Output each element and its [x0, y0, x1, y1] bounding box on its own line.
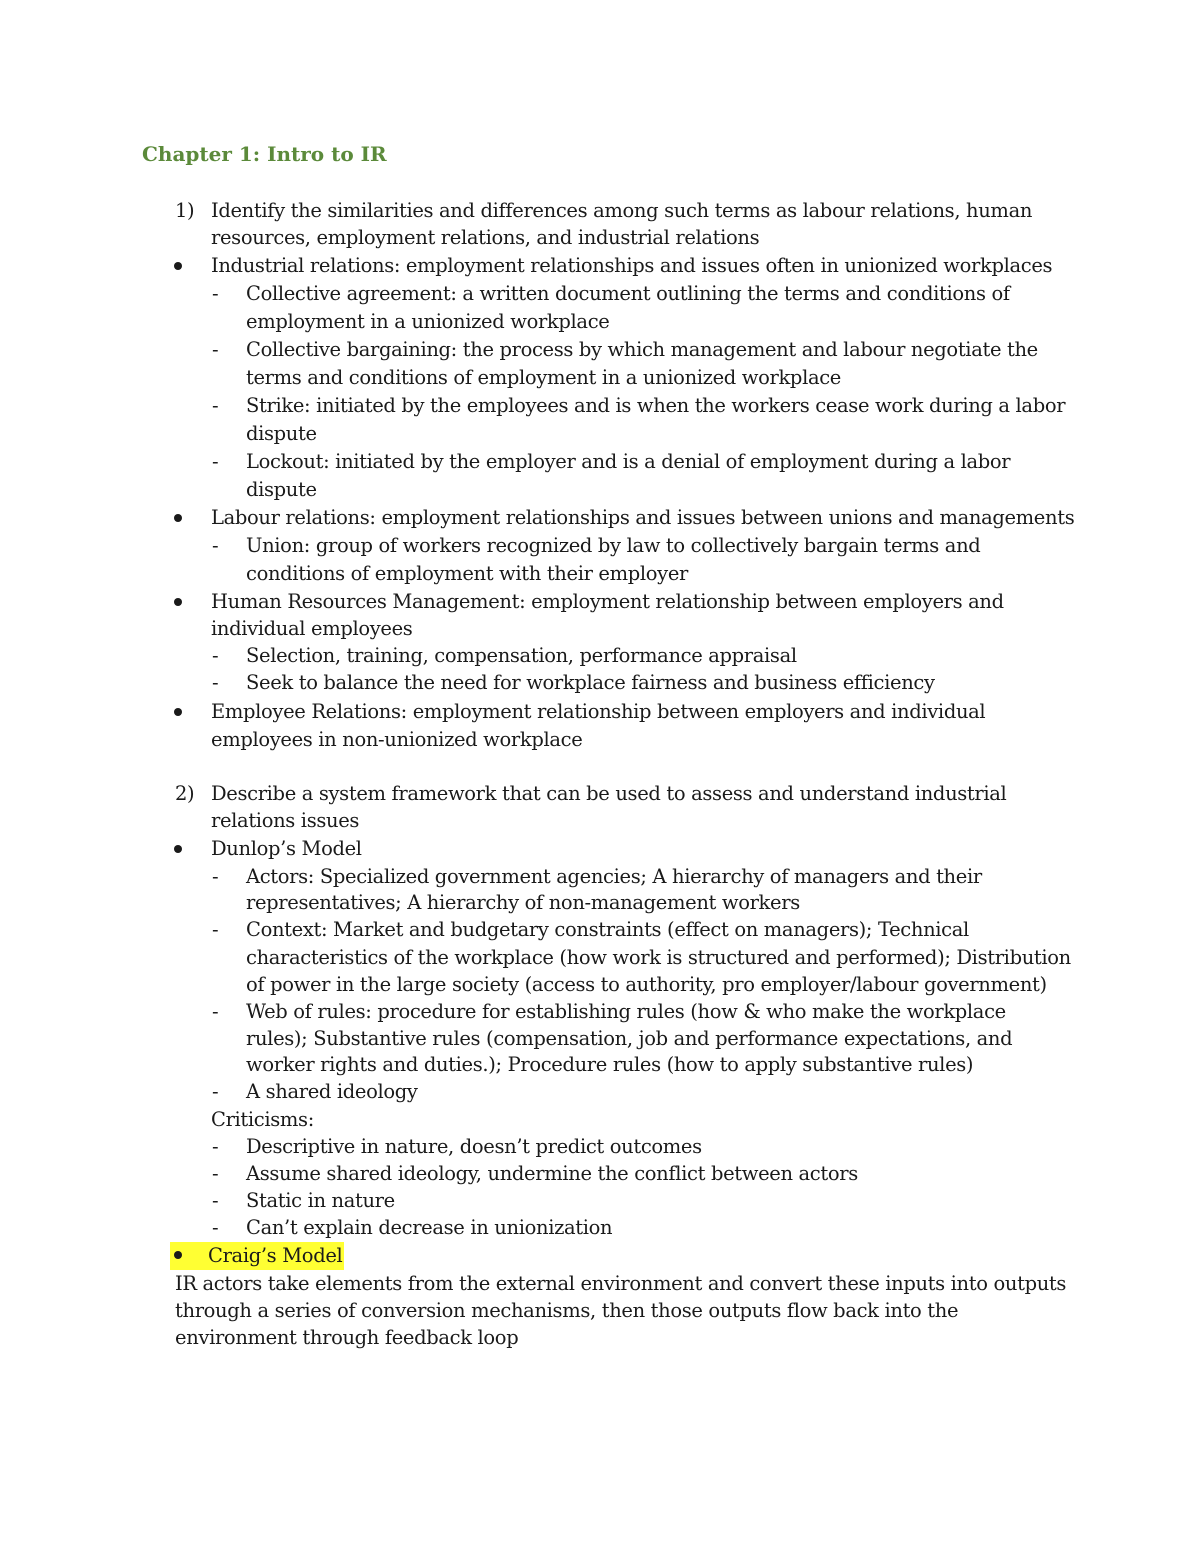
dash-marker: - — [212, 1216, 219, 1239]
question-2-line-1: Describe a system framework that can be used to assess and understand industrial — [211, 782, 1007, 805]
dash-marker: - — [212, 1080, 219, 1103]
collective-agreement-line-2: employment in a unionized workplace — [246, 310, 610, 333]
hrm-detail-1: Selection, training, compensation, performance appraisal — [246, 644, 797, 667]
question-1-line-1: Identify the similarities and differences among such terms as labour relations, human — [211, 199, 1033, 222]
bullet-icon — [174, 262, 182, 270]
bullet-icon — [174, 514, 182, 522]
dash-marker: - — [212, 338, 219, 361]
web-of-rules-line-3: worker rights and duties.); Procedure rules (how to apply substantive rules) — [246, 1053, 974, 1076]
lockout-line-2: dispute — [246, 478, 317, 501]
labour-relations-item: Labour relations: employment relationships and issues between unions and managements — [211, 506, 1075, 529]
web-of-rules-line-1: Web of rules: procedure for establishing rules (how & who make the workplace — [246, 1000, 1006, 1023]
criticism-4: Can’t explain decrease in unionization — [246, 1216, 613, 1239]
employee-relations-line-1: Employee Relations: employment relationship between employers and individual — [211, 700, 986, 723]
question-1-line-2: resources, employment relations, and industrial relations — [211, 226, 760, 249]
dash-marker: - — [212, 1162, 219, 1185]
highlighted-text — [170, 1242, 344, 1270]
employee-relations-line-2: employees in non-unionized workplace — [211, 728, 583, 751]
collective-bargaining-line-1: Collective bargaining: the process by which management and labour negotiate the — [246, 338, 1038, 361]
craig-paragraph-line-2: through a series of conversion mechanisms, then those outputs flow back into the — [175, 1299, 959, 1322]
dash-marker: - — [212, 918, 219, 941]
dash-marker: - — [212, 282, 219, 305]
hrm-detail-2: Seek to balance the need for workplace fairness and business efficiency — [246, 671, 935, 694]
dash-marker: - — [212, 450, 219, 473]
criticism-1: Descriptive in nature, doesn’t predict outcomes — [246, 1135, 702, 1158]
question-number-2: 2) — [175, 782, 195, 805]
union-line-1: Union: group of workers recognized by law to collectively bargain terms and — [246, 534, 981, 557]
dash-marker: - — [212, 865, 219, 888]
craig-model-highlight — [170, 1242, 344, 1270]
dash-marker: - — [212, 644, 219, 667]
bullet-icon — [174, 845, 182, 853]
context-line-3: of power in the large society (access to authority, pro employer/labour government) — [246, 973, 1047, 996]
question-number-1: 1) — [175, 199, 195, 222]
bullet-icon — [174, 598, 182, 606]
hrm-item-line-1: Human Resources Management: employment relationship between employers and — [211, 590, 1004, 613]
context-line-1: Context: Market and budgetary constraints (effect on managers); Technical — [246, 918, 969, 941]
hrm-item-line-2: individual employees — [211, 617, 413, 640]
criticisms-label: Criticisms: — [211, 1108, 314, 1131]
actors-line-1: Actors: Specialized government agencies; A hierarchy of managers and their — [246, 865, 982, 888]
dash-marker: - — [212, 1000, 219, 1023]
lockout-line-1: Lockout: initiated by the employer and is a denial of employment during a labor — [246, 450, 1011, 473]
craig-paragraph-line-3: environment through feedback loop — [175, 1326, 519, 1349]
context-line-2: characteristics of the workplace (how work is structured and performed); Distribution — [246, 946, 1071, 969]
criticism-3: Static in nature — [246, 1189, 395, 1212]
web-of-rules-line-2: rules); Substantive rules (compensation, job and performance expectations, and — [246, 1027, 1013, 1050]
craig-model-title: Craig’s Model — [208, 1244, 343, 1267]
chapter-heading: Chapter 1: Intro to IR — [142, 142, 387, 166]
bullet-icon — [174, 1251, 182, 1259]
dunlop-model-title: Dunlop’s Model — [211, 837, 362, 860]
craig-paragraph-line-1: IR actors take elements from the external environment and convert these inputs into outputs — [175, 1272, 1067, 1295]
bullet-icon — [174, 708, 182, 716]
union-line-2: conditions of employment with their employer — [246, 562, 688, 585]
dash-marker: - — [212, 671, 219, 694]
strike-line-1: Strike: initiated by the employees and is when the workers cease work during a labor — [246, 394, 1066, 417]
shared-ideology: A shared ideology — [246, 1080, 418, 1103]
dash-marker: - — [212, 394, 219, 417]
question-2-line-2: relations issues — [211, 809, 360, 832]
strike-line-2: dispute — [246, 422, 317, 445]
collective-bargaining-line-2: terms and conditions of employment in a unionized workplace — [246, 366, 841, 389]
industrial-relations-item: Industrial relations: employment relationships and issues often in unionized workplaces — [211, 254, 1053, 277]
criticism-2: Assume shared ideology, undermine the conflict between actors — [246, 1162, 858, 1185]
dash-marker: - — [212, 534, 219, 557]
dash-marker: - — [212, 1189, 219, 1212]
dash-marker: - — [212, 1135, 219, 1158]
collective-agreement-line-1: Collective agreement: a written document outlining the terms and conditions of — [246, 282, 1010, 305]
actors-line-2: representatives; A hierarchy of non-management workers — [246, 891, 800, 914]
